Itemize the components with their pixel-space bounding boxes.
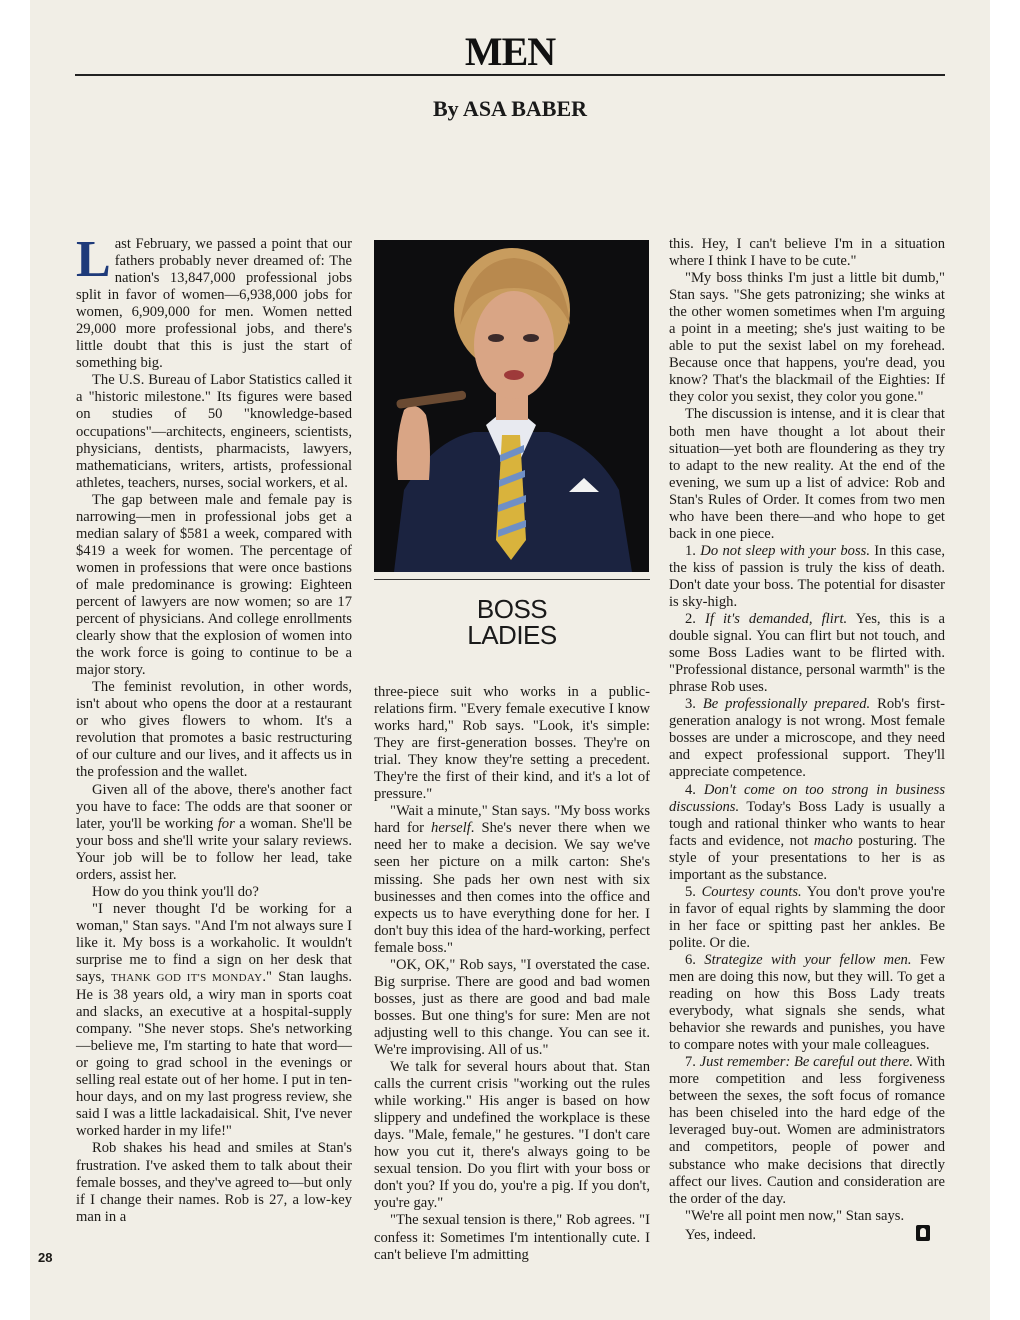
rule-item: 7. Just remember: Be careful out there. With more competition and less forgiveness between the sexes, the soft focus of romance has been chiseled into the hard edge of the leveraged buy-out. Women are administrators and competitors, people of power and substance who make decisions that directly affect our lives. Caution and consideration are the order of the day. bbox=[669, 1054, 946, 1207]
rule-item: 4. Don't come on too strong in business discussions. Today's Boss Lady is usually a tough and rational thinker who wants to hear facts and evidence, not macho posturing. The style of your presentations to her is as important as the substance. bbox=[669, 781, 946, 883]
paragraph: We talk for several hours about that. Stan calls the current crisis "working out the rules while working." His anger is based on how slippery and undefined the workplace is these days. "Male, female," he gestures. "I don't care how you cut it, there's always going to be sexual tension. Do you flirt with your boss or don't you? If you do, you're a pig. If you don't, you're gay." bbox=[374, 1059, 650, 1212]
paragraph: Given all of the above, there's another fact you have to face: The odds are that sooner or later, you'll be working for a woman. She'll be your boss and she'll write your salary reviews. Your job will be to follow her lead, take orders, assist her. bbox=[76, 781, 352, 883]
rabbit-end-mark-icon bbox=[916, 1225, 930, 1241]
paragraph: this. Hey, I can't believe I'm in a situation where I think I have to be cute." bbox=[669, 236, 945, 270]
header-rule bbox=[75, 74, 945, 76]
magazine-page bbox=[30, 0, 990, 1320]
paragraph: Yes, indeed. bbox=[669, 1225, 945, 1244]
byline: By ASA BABER bbox=[432, 96, 588, 121]
figure-rule bbox=[374, 579, 650, 580]
paragraph: "OK, OK," Rob says, "I overstated the case. Big surprise. There are good and bad women bosses, just as there are good and bad male bosses. But one thing's for sure: Men are not adjusting well to this change. You can see it. We're improvising. All of us." bbox=[374, 956, 650, 1058]
paragraph: Last February, we passed a point that our fathers probably never dreamed of: The nation's 13,847,000 professional jobs split in favor of women—6,938,000 jobs for women, 6,909,000 for men. Women netted 29,000 more professional jobs, and there's little doubt that this is just the start of something big. bbox=[76, 231, 352, 372]
article-column-3 bbox=[669, 236, 945, 1244]
paragraph: "My boss thinks I'm just a little bit dumb," Stan says. "She gets patronizing; she winks at the other women sometimes when I'm arguing a point in a meeting; she's just waiting to be able to put the sexist label on my forehead. Because once that happens, you're dead, you know? That's the blackmail of the Eighties: If they color you sexist, they color you gone." bbox=[669, 270, 945, 406]
headline-line: BOSS bbox=[476, 594, 548, 624]
page-number: 28 bbox=[38, 1250, 53, 1265]
article-column-2 bbox=[374, 684, 650, 1264]
paragraph: The discussion is intense, and it is clear that both men have thought a lot about their situation—yet both are floundering as they try to adapt to the new reality. At the end of the evening, we sum up a list of advice: Rob and Stan's Rules of Order. It comes from two men who have been there—and who hope to get back in one piece. bbox=[669, 406, 945, 542]
boss-lady-illustration bbox=[374, 240, 649, 572]
rule-item: 5. Courtesy counts. You don't prove you're in favor of equal rights by slamming the door in her face or spitting past her ankles. Be polite. Or die. bbox=[669, 883, 945, 951]
rule-item: 1. Do not sleep with your boss. In this case, the kiss of passion is truly the kiss of death. Don't date your boss. The potential for disaster is sky-high. bbox=[669, 542, 945, 610]
paragraph: "I never thought I'd be working for a woman," Stan says. "And I'm not always sure I like it. My boss is a workaholic. It wouldn't surprise me to find a sign on her desk that says, THANK GOD IT'S MONDAY." Stan laughs. He is 38 years old, a wiry man in sports coat and slacks, an executive at a hospital-supply company. "She never stops. She's networking—believe me, I'm starting to hate that word—or going to grad school in the evenings or selling real estate out of her home. I put in ten-hour days, and on my last progress review, she said I was a little lackadaisical. Shit, I've never worked harder in my life!" bbox=[76, 900, 352, 1140]
headline-line: LADIES bbox=[467, 620, 557, 650]
paragraph: three-piece suit who works in a public-relations firm. "Every female executive I know works hard," Rob says. "Look, it's simple: They are first-generation bosses. They're on trial. They know they're setting a precedent. They're the first of their kind, and it's a lot of pressure." bbox=[374, 684, 650, 803]
paragraph: "The sexual tension is there," Rob agrees. "I confess it: Sometimes I'm intentionally cute. I can't believe I'm admitting bbox=[374, 1212, 650, 1263]
rule-item: 2. If it's demanded, flirt. Yes, this is a double signal. You can flirt but not touch, and some Boss Ladies want to be flirted with. "Professional distance, personal warmth" is the phrase Rob uses. bbox=[669, 611, 945, 696]
article-column-1 bbox=[76, 231, 352, 1226]
article-headline bbox=[374, 596, 650, 648]
paragraph: The U.S. Bureau of Labor Statistics called it a "historic milestone." Its figures were based on studies of 50 "knowledge-based occupations"—architects, engineers, scientists, physicians, dentists, pharmacists, lawyers, mathematicians, writers, artists, professional athletes, teachers, nurses, social workers, et al. bbox=[76, 372, 352, 491]
section-title: MEN bbox=[464, 29, 556, 74]
portrait-svg bbox=[374, 240, 649, 572]
paragraph: The gap between male and female pay is narrowing—men in professional jobs get a median salary of $581 a week, compared with $419 a week for women. The percentage of women in professions that were once bastions of male predominance is growing: Eighteen percent of lawyers are now women; so are 17 percent of physicians. And college enrollments clearly show that the explosion of women into the work force is going to continue to be a major story. bbox=[76, 491, 352, 679]
rule-item: 3. Be professionally prepared. Rob's first-generation analogy is not wrong. Most female bosses are under a microscope, and they need and expect professional support. They'll appreciate competence. bbox=[669, 696, 945, 781]
paragraph: The feminist revolution, in other words, isn't about who opens the door at a restaurant or who gives flowers to whom. It's a revolution that promotes a basic restructuring of our culture and our lives, and it affects us in the profession and the wallet. bbox=[76, 679, 352, 781]
rule-item: 6. Strategize with your fellow men. Few men are doing this now, but they will. To get a reading on how this Boss Lady treats everybody, what signals she sends, what behavior she rewards and punishes, you have to compare notes with your male colleagues. bbox=[669, 951, 945, 1054]
paragraph: How do you think you'll do? bbox=[92, 883, 259, 900]
paragraph: "Wait a minute," Stan says. "My boss works hard for herself. She's never there when we need her to make a decision. We say we've seen her picture on a milk carton: She's missing. She pads her own nest with six businesses and then comes into the office and expects us to have everything done for her. I don't buy this idea of the hard-working, perfect female boss." bbox=[374, 803, 650, 956]
drop-cap: L bbox=[76, 231, 111, 288]
paragraph: Rob shakes his head and smiles at Stan's frustration. I've asked them to talk about their female bosses, and they've agreed to—but only if I change their names. Rob is 27, a low-key man in a bbox=[76, 1140, 352, 1225]
paragraph: "We're all point men now," Stan says. bbox=[685, 1207, 905, 1224]
